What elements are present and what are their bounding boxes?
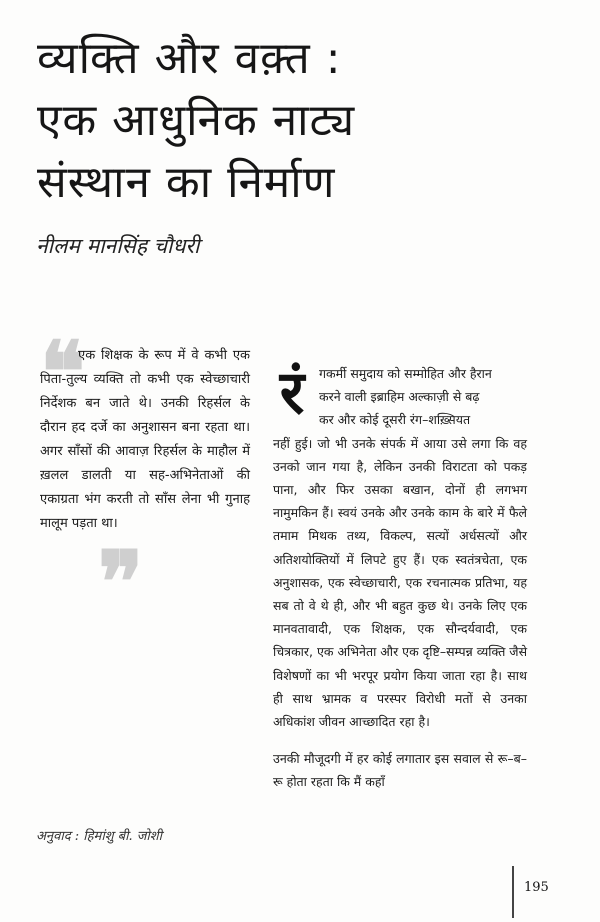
body-paragraph-1 [273, 362, 527, 733]
close-quote-icon: ❞ [98, 532, 144, 631]
pull-quote-text [40, 344, 250, 536]
article-body [273, 362, 527, 808]
translator-credit: अनुवाद : हिमांशु बी. जोशी [36, 829, 162, 844]
page-number: 195 [524, 880, 549, 895]
open-quote-icon: ❝ [40, 322, 86, 421]
author-name: नीलम मानसिंह चौधरी [36, 234, 200, 258]
title-line-1: व्यक्ति और वक़्त : [37, 33, 342, 84]
article-title [37, 28, 577, 214]
wrapped-line: कर और कोई दूसरी रंग–शख़्सियत [319, 412, 471, 428]
pull-quote-body: एक शिक्षक के रूप में वे कभी एक पिता-तुल्य व्यक्ति तो कभी एक स्वेच्छाचारी निर्देशक बन जाते थे। उनकी रिहर्सल के दौरान हद दर्जे का अनुशासन बना रहता था। अगर साँसों की आवाज़ रिहर्सल के माहौल में ख़लल डालती या सह-अभिनेताओं की एकाग्रता भंग करती तो साँस लेना भी गुनाह मालूम पड़ता था। [40, 348, 250, 531]
page-number-rule [512, 866, 514, 918]
wrapped-line: करने वाली इब्राहिम अल्काज़ी से बढ़ [319, 389, 480, 405]
paragraph-text: नहीं हुई। जो भी उनके संपर्क में आया उसे लगा कि वह उनको जान गया है, लेकिन उनकी विराटता को पकड़ पाना, और फिर उसका बखान, दोनों ही लगभग नामुमकिन हैं। स्वयं उनके और उनके काम के बारे में फैले तमाम मिथक तथ्य, विकल्प, सत्यों अर्धसत्यों और अतिशयोक्तियों में लिपटे हुए हैं। एक स्वतंत्रचेता, एक अनुशासक, एक स्वेच्छाचारी, एक रचनात्मक प्रतिभा, यह सब तो वे थे ही, और भी बहुत कुछ थे। उनके लिए एक मानवतावादी, एक शिक्षक, एक सौन्दर्यवादी, एक चित्रकार, एक अभिनेता और एक दृष्टि–सम्पन्न व्यक्ति जैसे विशेषणों का भी भरपूर प्रयोग किया जाता रहा है। साथ ही साथ भ्रामक व परस्पर विरोधी मतों से उनका अधिकांश जीवन आच्छादित रहा है। [273, 435, 528, 730]
wrapped-line: गकर्मी समुदाय को सम्मोहित और हैरान [319, 366, 492, 381]
title-line-2: एक आधुनिक नाट्य [37, 95, 356, 146]
body-paragraph-2: उनकी मौजूदगी में हर कोई लगातार इस सवाल से रू–ब–रू होता रहता कि मैं कहाँ [273, 751, 527, 790]
title-line-3: संस्थान का निर्माण [37, 157, 336, 208]
pull-quote [40, 322, 250, 631]
drop-cap: रं [279, 358, 305, 428]
